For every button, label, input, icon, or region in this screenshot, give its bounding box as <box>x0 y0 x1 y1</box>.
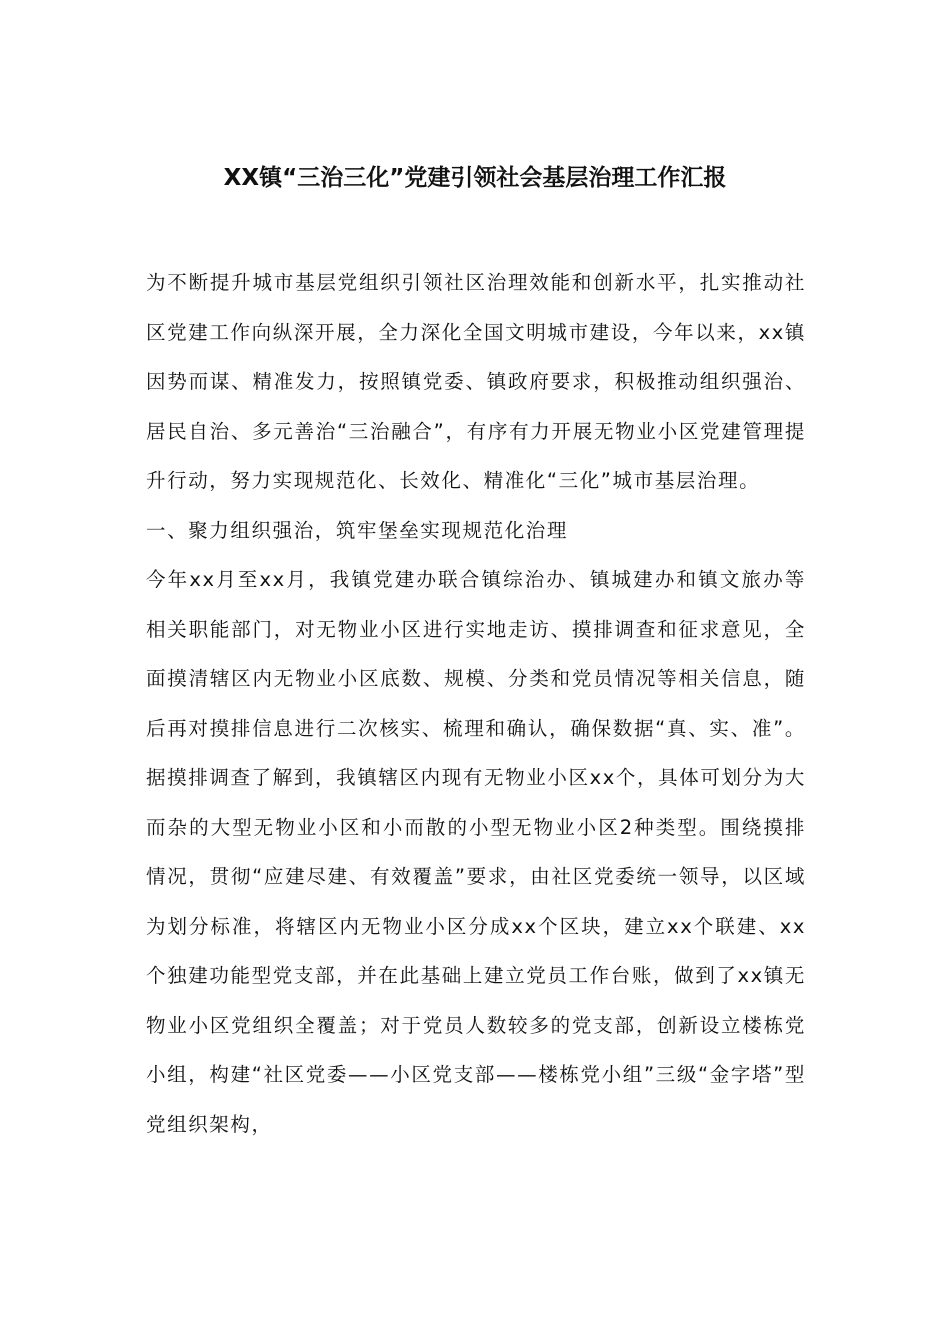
section-heading: 一、聚力组织强治，筑牢堡垒实现规范化治理 <box>146 518 569 542</box>
intro-paragraph: 为不断提升城市基层党组织引领社区治理效能和创新水平，扎实推动社区党建工作向纵深开展，全力深化全国文明城市建设，今年以来，xx镇因势而谋、精准发力，按照镇党委、镇政府要求，积极推动组织强治、居民自治、多元善治“三治融合”，有序有力开展无物业小区党建管理提升行动，努力实现规范化、长效化、精准化“三化”城市基层治理。 <box>146 271 806 492</box>
section-paragraph: 今年xx月至xx月，我镇党建办联合镇综治办、镇城建办和镇文旅办等相关职能部门，对无物业小区进行实地走访、摸排调查和征求意见，全面摸清辖区内无物业小区底数、规模、分类和党员情况等相关信息，随后再对摸排信息进行二次核实、梳理和确认，确保数据“真、实、准”。据摸排调查了解到，我镇辖区内现有无物业小区xx个，具体可划分为大而杂的大型无物业小区和小而散的小型无物业小区2种类型。围绕摸排情况，贯彻“应建尽建、有效覆盖”要求，由社区党委统一领导，以区域为划分标准，将辖区内无物业小区分成xx个区块，建立xx个联建、xx个独建功能型党支部，并在此基础上建立党员工作台账，做到了xx镇无物业小区党组织全覆盖；对于党员人数较多的党支部，创新设立楼栋党小组，构建“社区党委——小区党支部——楼栋党小组”三级“金字塔”型党组织架构， <box>146 568 806 1136</box>
document-body <box>146 258 806 1149</box>
document-title: XX镇“三治三化”党建引领社会基层治理工作汇报 <box>223 165 727 191</box>
